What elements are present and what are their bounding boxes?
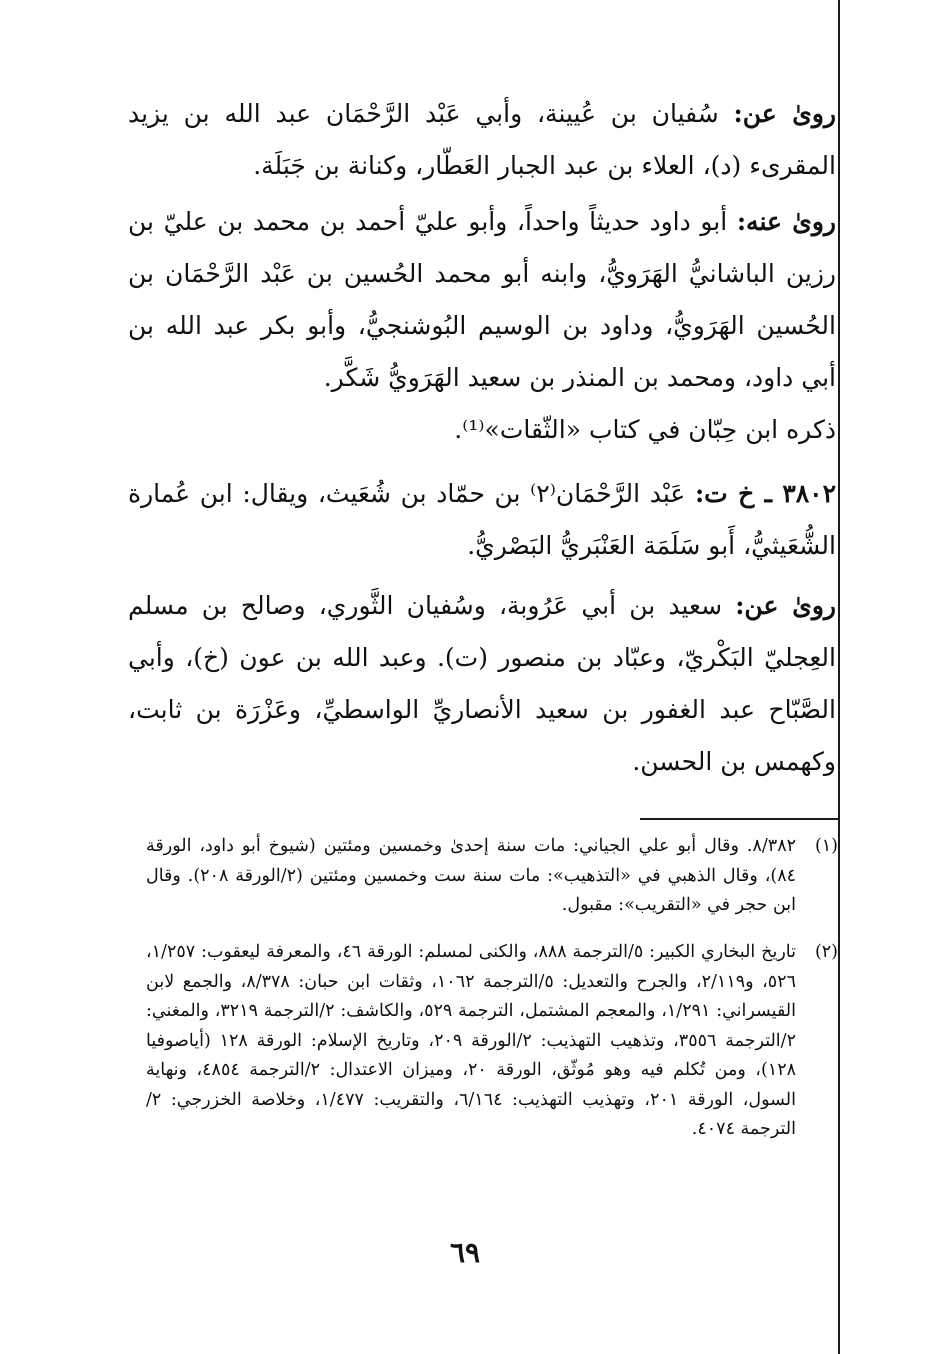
paragraph-text: ذكره ابن حِبّان في كتاب «الثّقات»⁽¹⁾.: [454, 415, 836, 444]
footnote-number: (١): [814, 836, 838, 856]
page-number: ٦٩: [449, 1236, 481, 1269]
paragraph-narrated-from-2: [128, 580, 836, 788]
page-edge-line: [838, 0, 840, 1354]
paragraph-text: أبو داود حديثاً واحداً، وأبو عليّ أحمد بن محمد بن عليّ بن رزين الباشانيُّ الهَرَويُّ، وابنه أبو محمد الحُسين بن عَبْد الرَّحْمَان بن الحُسين الهَرَويُّ، وداود بن الوسيم البُوشنجيُّ، وأبو بكر عبد الله بن أبي داود، ومحمد بن المنذر بن سعيد الهَرَويُّ شَكَّر.: [128, 207, 836, 392]
footnote-text: تاريخ البخاري الكبير: ٥/الترجمة ٨٨٨، والكنى لمسلم: الورقة ٤٦، والمعرفة ليعقوب: ١/٢٥٧، ٥٢٦، و٢/١١٩، والجرح والتعديل: ٥/الترجمة ١٠٦٢، وثقات ابن حبان: ٨/٣٧٨، والجمع لابن القيسراني: ١/٢٩١، والمعجم المشتمل، الترجمة ٥٢٩، والكاشف: ٢/الترجمة ٣٢١٩، والمغني: ٢/الترجمة ٣٥٥٦، وتذهيب التهذيب: ٢/الورقة ٢٠٩، وتاريخ الإسلام: الورقة ١٢٨ (أياصوفيا ١٢٨)، ومن تُكلم فيه وهو مُوثّق، الورقة ٢٠، وميزان الاعتدال: ٢/الترجمة ٤٨٥٤، ونهاية السول، الورقة ٢٠١، وتهذيب التهذيب: ٦/١٦٤، والتقريب: ١/٤٧٧، وخلاصة الخزرجي: ٢/الترجمة ٤٠٧٤.: [146, 942, 796, 1139]
paragraph-narrated-by: [128, 196, 836, 404]
paragraph-lead: روىٰ عنه:: [736, 207, 836, 236]
footnote-2: [146, 938, 838, 1145]
paragraph-text: سعيد بن أبي عَرُوبة، وسُفيان الثَّوري، وصالح بن مسلم العِجليّ البَكْريّ، وعبّاد بن منصور (ت). وعبد الله بن عون (خ)، وأبي الصَّبّاح عبد الغفور بن سعيد الأنصاريِّ الواسطيِّ، وعَزْرَة بن ثابت، وكهمس بن الحسن.: [128, 591, 836, 776]
paragraph-lead: روىٰ عن:: [735, 591, 837, 620]
entry-3802-heading: [128, 468, 836, 572]
entry-number: ٣٨٠٢ ـ خ ت:: [694, 479, 837, 508]
footnote-separator: [640, 818, 838, 820]
paragraph-text: عَبْد الرَّحْمَان⁽٢⁾ بن حمّاد بن شُعَيث، ويقال: ابن عُمارة الشُّعَيثيُّ، أَبو سَلَمَة العَنْبَريُّ البَصْريُّ.: [128, 479, 836, 560]
footnote-text: ٨/٣٨٢. وقال أبو علي الجياني: مات سنة إحدىٰ وخمسين ومئتين (شيوخ أبو داود، الورقة ٨٤)، وقال الذهبي في «التذهيب»: مات سنة ست وخمسين ومئتين (٢/الورقة ٢٠٨). وقال ابن حجر في «التقريب»: مقبول.: [146, 836, 797, 915]
footnote-number: (٢): [814, 942, 838, 962]
paragraph-text: سُفيان بن عُيينة، وأبي عَبْد الرَّحْمَان عبد الله بن يزيد المقرىء (د)، العلاء بن عبد الجبار العَطّار، وكنانة بن جَبَلَة.: [128, 99, 836, 180]
footnote-1: [146, 832, 838, 921]
paragraph-narrated-from: [128, 88, 836, 192]
paragraph-lead: روىٰ عن:: [733, 99, 836, 128]
paragraph-ibn-hibban: [128, 404, 836, 456]
